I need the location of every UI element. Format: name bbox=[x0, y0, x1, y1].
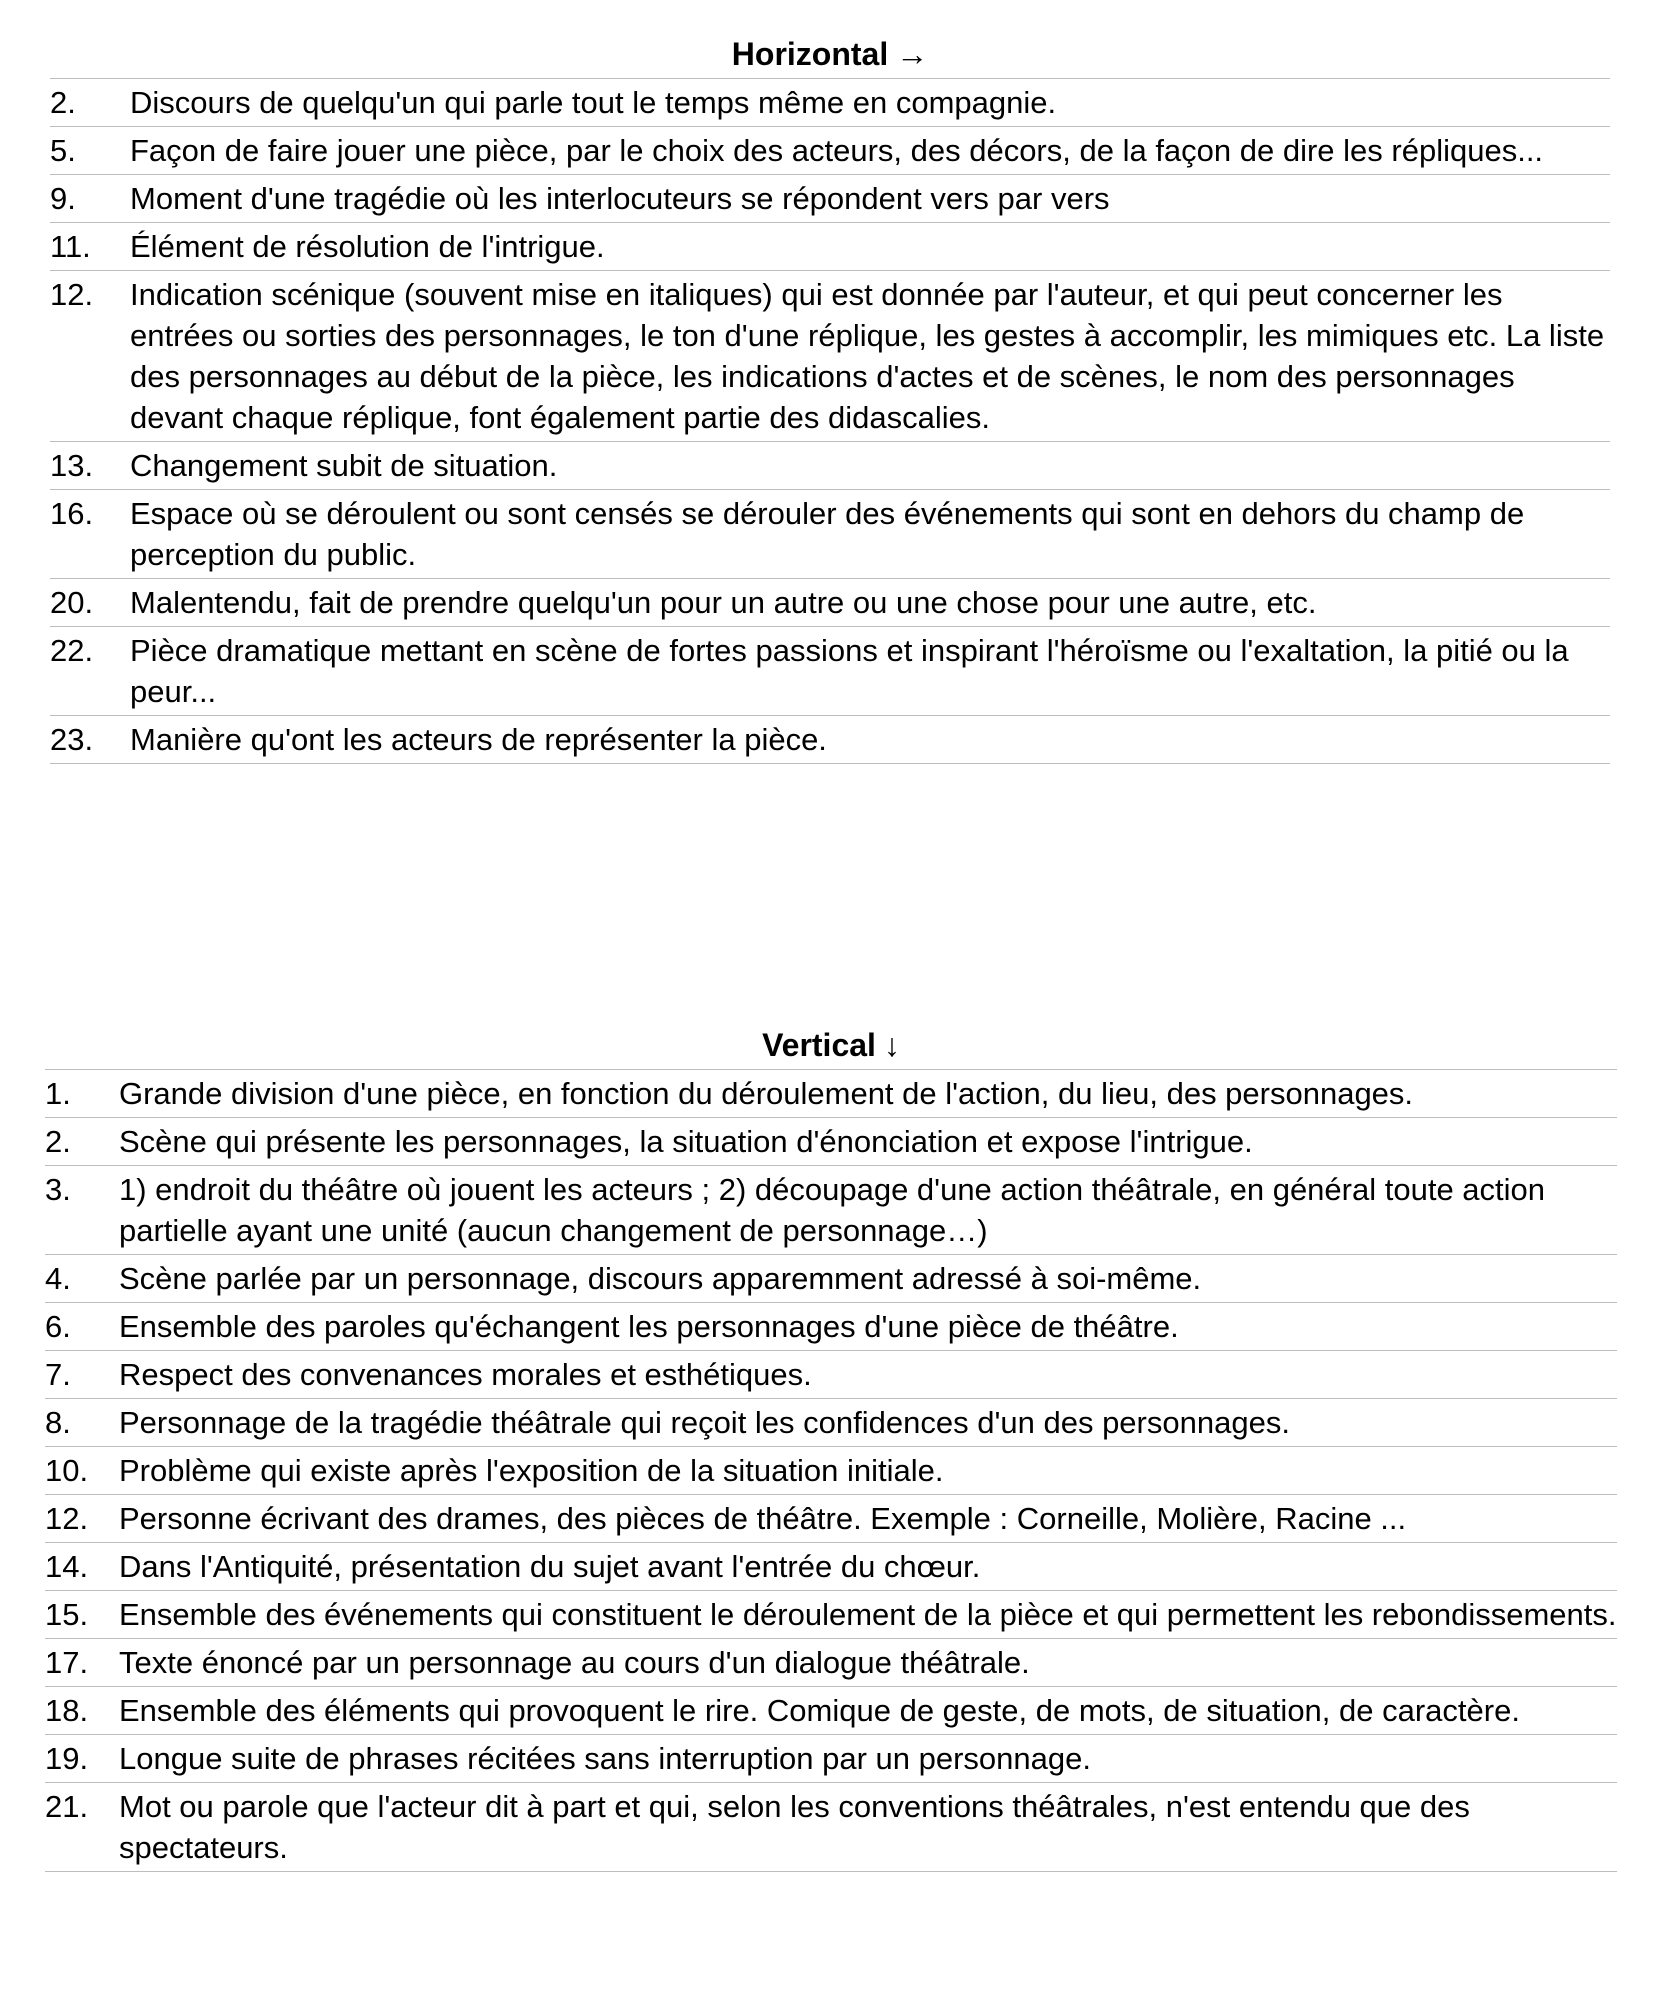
clue-number: 2. bbox=[45, 1124, 71, 1159]
clue-text: Façon de faire jouer une pièce, par le choix des acteurs, des décors, de la façon de dire les répliques... bbox=[130, 133, 1544, 168]
horizontal-clue-list bbox=[50, 79, 1610, 764]
clue-number: 22. bbox=[50, 633, 94, 668]
clue-number: 2. bbox=[50, 85, 76, 120]
clue-text: Texte énoncé par un personnage au cours d'un dialogue théâtrale. bbox=[119, 1645, 1030, 1680]
clue-text: Scène qui présente les personnages, la situation d'énonciation et expose l'intrigue. bbox=[119, 1124, 1253, 1159]
clue-text: Pièce dramatique mettant en scène de fortes passions et inspirant l'héroïsme ou l'exaltation, la pitié ou la peur... bbox=[130, 633, 1569, 709]
clue-number: 1. bbox=[45, 1076, 71, 1111]
clue-row bbox=[45, 1495, 1617, 1543]
clue-text: Longue suite de phrases récitées sans interruption par un personnage. bbox=[119, 1741, 1091, 1776]
arrow-right-icon: → bbox=[896, 36, 929, 72]
clue-row bbox=[45, 1070, 1617, 1118]
arrow-down-icon: ↓ bbox=[883, 1027, 900, 1063]
clue-number: 5. bbox=[50, 133, 76, 168]
clue-text: Élément de résolution de l'intrigue. bbox=[130, 229, 605, 264]
clue-row bbox=[45, 1351, 1617, 1399]
clue-number: 16. bbox=[50, 496, 94, 531]
clue-text: Dans l'Antiquité, présentation du sujet avant l'entrée du chœur. bbox=[119, 1549, 981, 1584]
clue-row bbox=[45, 1783, 1617, 1872]
vertical-clue-list bbox=[45, 1070, 1617, 1872]
clue-text: Espace où se déroulent ou sont censés se dérouler des événements qui sont en dehors du champ de perception du public. bbox=[130, 496, 1525, 572]
clue-text: Moment d'une tragédie où les interlocuteurs se répondent vers par vers bbox=[130, 181, 1110, 216]
vertical-title: Vertical bbox=[762, 1027, 876, 1063]
clue-number: 9. bbox=[50, 181, 76, 216]
clue-text: Respect des convenances morales et esthétiques. bbox=[119, 1357, 812, 1392]
clue-text: Discours de quelqu'un qui parle tout le temps même en compagnie. bbox=[130, 85, 1057, 120]
clue-number: 12. bbox=[45, 1501, 89, 1536]
clue-number: 13. bbox=[50, 448, 94, 483]
clue-row bbox=[45, 1735, 1617, 1783]
clue-text: Ensemble des événements qui constituent le déroulement de la pièce et qui permettent les rebondissements. bbox=[119, 1597, 1617, 1632]
clue-text: Ensemble des éléments qui provoquent le rire. Comique de geste, de mots, de situation, de caractère. bbox=[119, 1693, 1520, 1728]
clue-row bbox=[45, 1399, 1617, 1447]
clue-number: 20. bbox=[50, 585, 94, 620]
clue-row bbox=[50, 627, 1610, 716]
clue-text: Personnage de la tragédie théâtrale qui reçoit les confidences d'un des personnages. bbox=[119, 1405, 1290, 1440]
clue-row bbox=[45, 1687, 1617, 1735]
clue-text: 1) endroit du théâtre où jouent les acteurs ; 2) découpage d'une action théâtrale, en général toute action partielle ayant une unité (aucun changement de personnage…) bbox=[119, 1172, 1546, 1248]
vertical-clues-section bbox=[45, 1021, 1617, 1872]
clue-text: Changement subit de situation. bbox=[130, 448, 558, 483]
clue-row bbox=[50, 271, 1610, 442]
clue-text: Mot ou parole que l'acteur dit à part et qui, selon les conventions théâtrales, n'est entendu que des spectateurs. bbox=[119, 1789, 1470, 1865]
clue-row bbox=[45, 1118, 1617, 1166]
clue-row bbox=[45, 1166, 1617, 1255]
clue-row bbox=[50, 79, 1610, 127]
clue-text: Personne écrivant des drames, des pièces de théâtre. Exemple : Corneille, Molière, Racine ... bbox=[119, 1501, 1407, 1536]
clue-number: 11. bbox=[50, 229, 91, 264]
horizontal-title: Horizontal bbox=[731, 36, 889, 72]
clue-number: 15. bbox=[45, 1597, 89, 1632]
vertical-heading bbox=[45, 1021, 1617, 1070]
clue-row bbox=[45, 1639, 1617, 1687]
horizontal-heading bbox=[50, 30, 1610, 79]
clue-row bbox=[50, 223, 1610, 271]
clue-row bbox=[45, 1255, 1617, 1303]
clue-number: 17. bbox=[45, 1645, 89, 1680]
horizontal-clues-section bbox=[50, 30, 1610, 764]
clue-row bbox=[50, 175, 1610, 223]
clue-row bbox=[50, 716, 1610, 764]
clue-number: 23. bbox=[50, 722, 94, 757]
clue-text: Ensemble des paroles qu'échangent les personnages d'une pièce de théâtre. bbox=[119, 1309, 1179, 1344]
clue-text: Indication scénique (souvent mise en italiques) qui est donnée par l'auteur, et qui peut concerner les entrées ou sorties des personnages, le ton d'une réplique, les gestes à accomplir, les mimiques etc. La liste des personnages au début de la pièce, les indications d'actes et de scènes, le nom des personnages devant chaque réplique, font également partie des didascalies. bbox=[130, 277, 1605, 435]
clue-text: Malentendu, fait de prendre quelqu'un pour un autre ou une chose pour une autre, etc. bbox=[130, 585, 1317, 620]
clue-number: 19. bbox=[45, 1741, 89, 1776]
clue-number: 12. bbox=[50, 277, 94, 312]
clue-row bbox=[50, 442, 1610, 490]
clue-row bbox=[50, 490, 1610, 579]
clue-number: 10. bbox=[45, 1453, 89, 1488]
clue-row bbox=[45, 1543, 1617, 1591]
clue-row bbox=[45, 1591, 1617, 1639]
clue-row bbox=[45, 1303, 1617, 1351]
clue-number: 18. bbox=[45, 1693, 89, 1728]
clue-text: Grande division d'une pièce, en fonction du déroulement de l'action, du lieu, des personnages. bbox=[119, 1076, 1414, 1111]
clue-row bbox=[45, 1447, 1617, 1495]
clue-number: 8. bbox=[45, 1405, 71, 1440]
clue-text: Problème qui existe après l'exposition de la situation initiale. bbox=[119, 1453, 944, 1488]
clue-number: 21. bbox=[45, 1789, 89, 1824]
clue-text: Scène parlée par un personnage, discours apparemment adressé à soi-même. bbox=[119, 1261, 1202, 1296]
clue-text: Manière qu'ont les acteurs de représenter la pièce. bbox=[130, 722, 827, 757]
clue-number: 3. bbox=[45, 1172, 71, 1207]
clue-number: 4. bbox=[45, 1261, 71, 1296]
clue-row bbox=[50, 579, 1610, 627]
clue-number: 7. bbox=[45, 1357, 71, 1392]
clue-number: 6. bbox=[45, 1309, 71, 1344]
clue-row bbox=[50, 127, 1610, 175]
clue-number: 14. bbox=[45, 1549, 89, 1584]
